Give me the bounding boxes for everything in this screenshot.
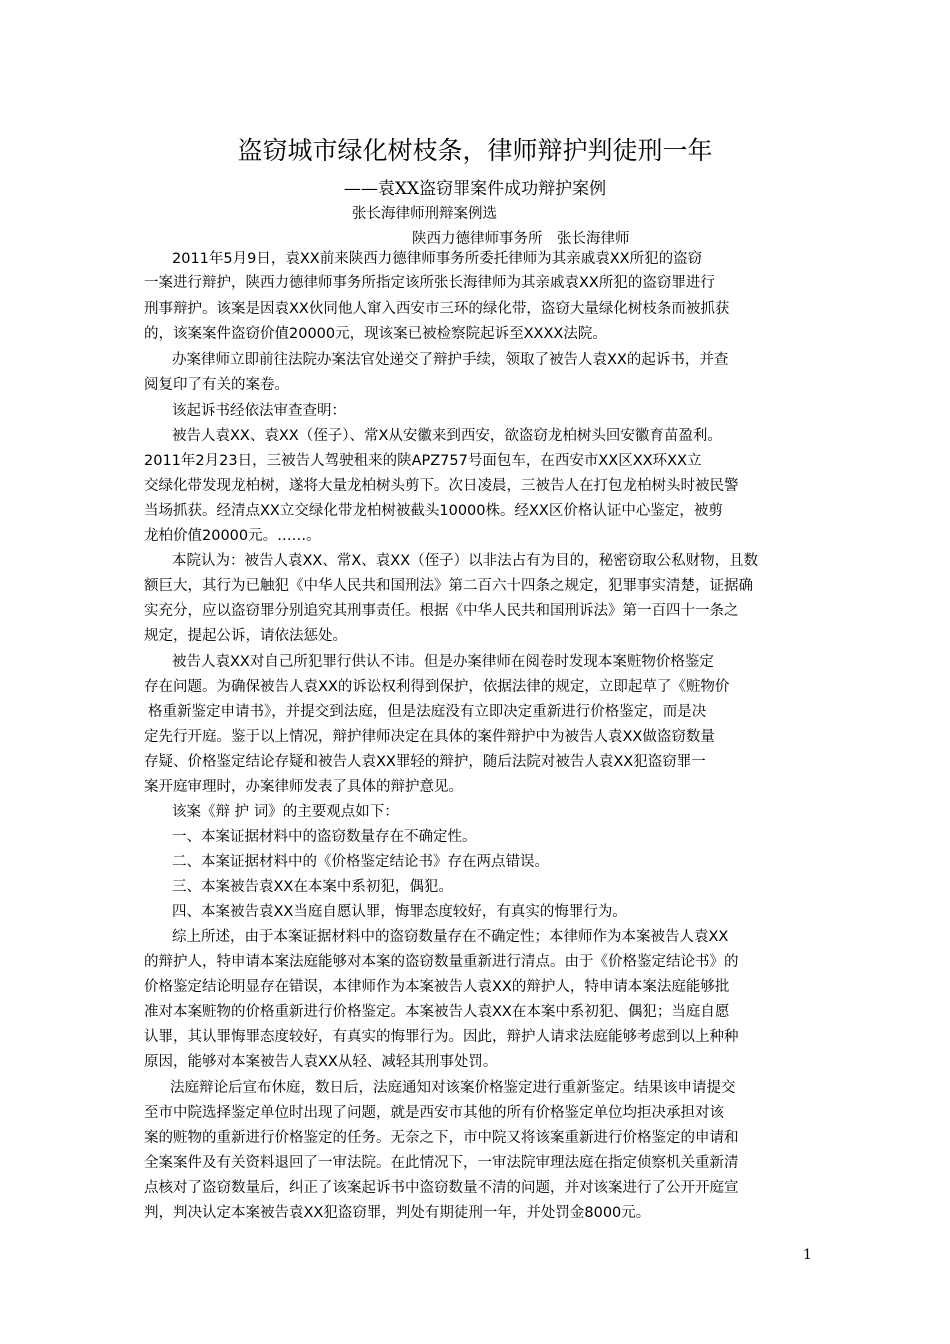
body-line: 额巨大，其行为已触犯《中华人民共和国刑法》第二百六十四条之规定，犯罪事实清楚，证据确 — [144, 578, 753, 594]
body-line: 被告人袁XX、袁XX（侄子）、常X从安徽来到西安，欲盗窃龙柏树头回安徽育苗盈利。 — [172, 428, 722, 444]
series-line: 张长海律师刑辩案例选 — [352, 206, 497, 222]
body-line: 交绿化带发现龙柏树，遂将大量龙柏树头剪下。次日凌晨，三被告人在打包龙柏树头时被民警 — [144, 478, 739, 494]
body-line: 存疑、价格鉴定结论存疑和被告人袁XX罪轻的辩护，随后法院对被告人袁XX犯盗窃罪一 — [144, 754, 706, 770]
body-line: 规定，提起公诉，请依法惩处。 — [144, 628, 347, 644]
body-line: 2011年2月23日，三被告人驾驶租来的陕APZ757号面包车，在西安市XX区XX环XX立 — [144, 453, 702, 469]
body-line: 一案进行辩护，陕西力德律师事务所指定该所张长海律师为其亲戚袁XX所犯的盗窃罪进行 — [144, 275, 715, 291]
body-line: 四、本案被告袁XX当庭自愿认罪，悔罪态度较好，有真实的悔罪行为。 — [172, 904, 627, 920]
body-line: 存在问题。为确保被告人袁XX的诉讼权利得到保护，依据法律的规定，立即起草了《赃物价 — [144, 679, 730, 695]
body-line: 价格鉴定结论明显存在错误，本律师作为本案被告人袁XX的辩护人，特申请本案法庭能够批 — [144, 979, 730, 995]
body-line: 原因，能够对本案被告人袁XX从轻、减轻其刑事处罚。 — [144, 1054, 498, 1070]
body-line: 认罪，其认罪悔罪态度较好，有真实的悔罪行为。因此，辩护人请求法庭能够考虑到以上种种 — [144, 1029, 739, 1045]
body-line: 办案律师立即前往法院办案法官处递交了辩护手续，领取了被告人袁XX的起诉书，并查 — [172, 352, 729, 368]
firm-author-line: 陕西力德律师事务所 张长海律师 — [412, 231, 630, 247]
body-line: 本院认为：被告人袁XX、常X、袁XX（侄子）以非法占有为目的，秘密窃取公私财物，且数 — [172, 553, 759, 569]
body-line: 准对本案赃物的价格重新进行价格鉴定。本案被告人袁XX在本案中系初犯、偶犯；当庭自愿 — [144, 1004, 730, 1020]
body-line: 2011年5月9日，袁XX前来陕西力德律师事务所委托律师为其亲戚袁XX所犯的盗窃 — [172, 251, 703, 267]
body-line: 二、本案证据材料中的《价格鉴定结论书》存在两点错误。 — [172, 854, 549, 870]
document-subtitle: ——袁XX盗窃罪案件成功辩护案例 — [343, 179, 607, 199]
body-line: 该起诉书经依法审查查明： — [172, 403, 346, 419]
body-line: 阅复印了有关的案卷。 — [144, 377, 289, 393]
body-line: 一、本案证据材料中的盗窃数量存在不确定性。 — [172, 829, 477, 845]
body-line: 刑事辩护。该案是因袁XX伙同他人窜入西安市三环的绿化带，盗窃大量绿化树枝条而被抓获 — [144, 301, 730, 317]
body-line: 全案案件及有关资料退回了一审法院。在此情况下，一审法院审理法庭在指定侦察机关重新清 — [144, 1155, 739, 1171]
body-line: 该案《辩 护 词》的主要观点如下： — [172, 804, 399, 820]
body-line: 的，该案案件盗窃价值20000元，现该案已被检察院起诉至XXXX法院。 — [144, 326, 607, 342]
body-line: 法庭辩论后宣布休庭，数日后，法庭通知对该案价格鉴定进行重新鉴定。结果该申请提交 — [170, 1080, 736, 1096]
body-line: 当场抓获。经清点XX立交绿化带龙柏树被截头10000株。经XX区价格认证中心鉴定，被剪 — [144, 503, 723, 519]
body-line: 被告人袁XX对自己所犯罪行供认不讳。但是办案律师在阅卷时发现本案赃物价格鉴定 — [172, 654, 714, 670]
body-line: 案开庭审理时，办案律师发表了具体的辩护意见。 — [144, 779, 463, 795]
body-line: 综上所述，由于本案证据材料中的盗窃数量存在不确定性；本律师作为本案被告人袁XX — [172, 929, 729, 945]
body-line: 至市中院选择鉴定单位时出现了问题，就是西安市其他的所有价格鉴定单位均拒决承担对该 — [144, 1105, 724, 1121]
body-line: 点核对了盗窃数量后，纠正了该案起诉书中盗窃数量不清的问题，并对该案进行了公开开庭宣 — [144, 1180, 739, 1196]
body-line: 判，判决认定本案被告袁XX犯盗窃罪，判处有期徒刑一年，并处罚金8000元。 — [144, 1205, 651, 1221]
body-line: 定先行开庭。鉴于以上情况，辩护律师决定在具体的案件辩护中为被告人袁XX做盗窃数量 — [144, 729, 715, 745]
document-title: 盗窃城市绿化树枝条，律师辩护判徒刑一年 — [237, 136, 713, 165]
page-number: 1 — [803, 1247, 812, 1263]
body-line: 格重新鉴定申请书》，并提交到法庭，但是法庭没有立即决定重新进行价格鉴定，而是决 — [148, 704, 707, 720]
body-line: 龙柏价值20000元。……。 — [144, 528, 321, 544]
body-line: 的辩护人，特申请本案法庭能够对本案的盗窃数量重新进行清点。由于《价格鉴定结论书》的 — [144, 954, 739, 970]
body-line: 三、本案被告袁XX在本案中系初犯，偶犯。 — [172, 879, 453, 895]
body-line: 实充分，应以盗窃罪分别追究其刑事责任。根据《中华人民共和国刑诉法》第一百四十一条之 — [144, 603, 739, 619]
body-line: 案的赃物的重新进行价格鉴定的任务。无奈之下，市中院又将该案重新进行价格鉴定的申请和 — [144, 1130, 739, 1146]
